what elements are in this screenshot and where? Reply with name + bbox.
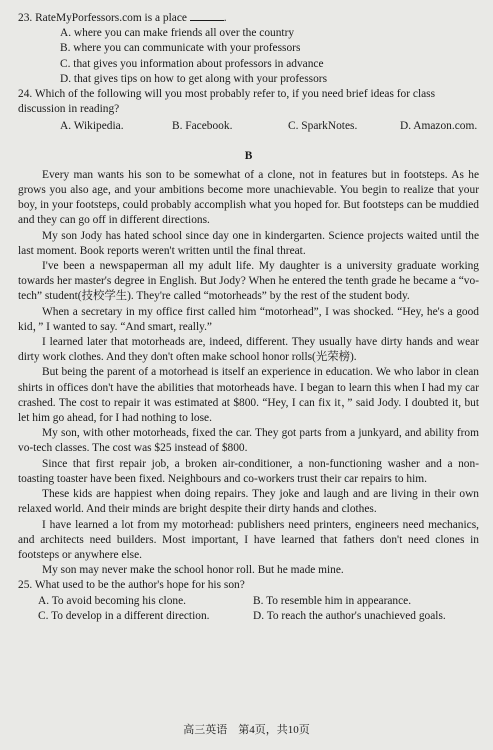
q25-options — [38, 594, 479, 624]
q24-options — [60, 119, 479, 134]
q24-stem-line2: discussion in reading? — [18, 103, 120, 116]
passage-paragraph: I learned later that motorheads are, indeed, different. They usually have dirty hands and wear dirty work clothes. And they don't often make school honor rolls(光荣榜). — [18, 336, 479, 364]
q25-stem: 25. What used to be the author's hope for his son? — [18, 579, 245, 592]
passage-paragraph: But being the parent of a motorhead is itself an experience in education. We who labor in clean shirts in offices don't have the abilities that motorheads have. I began to learn this when I had my car crashed. The cost to repair it was estimated at $800. “Hey, I can fix it，” said Jody. I doubted it, but let him go ahead, for I had nothing to lose. — [18, 366, 479, 425]
q23-option-d: D. that gives tips on how to get along with your professors — [60, 72, 328, 85]
q25-option-a: A. To avoid becoming his clone. — [38, 594, 186, 607]
passage-paragraph: I have learned a lot from my motorhead: publishers need printers, engineers need mechanics, and architects need builders. Most important, I have learned that fathers don't need clones in footsteps or anywhere else. — [18, 518, 479, 561]
passage-paragraph: When a secretary in my office first called him “motorhead”, I was shocked. “Hey, he's a good kid，” I wanted to say. “And smart, really.” — [18, 305, 479, 333]
section-label: B — [244, 149, 253, 162]
q24-stem-line1: 24. Which of the following will you most probably refer to, if you need brief ideas for class — [18, 88, 436, 101]
q23-option-c: C. that gives you information about professors in advance — [60, 57, 324, 70]
q24-option-c: C. SparkNotes. — [288, 120, 358, 133]
q25-option-b: B. To resemble him in appearance. — [253, 594, 412, 607]
q24-option-d: D. Amazon.com. — [400, 120, 478, 133]
passage-paragraph: Since that first repair job, a broken air-conditioner, a non-functioning washer and a non-toasting toaster have been fixed. Neighbours and co-workers trust their car repairs to him. — [18, 457, 479, 485]
passage-paragraph: My son, with other motorheads, fixed the car. They got parts from a junkyard, and ability from vo-tech classes. The cost was $25 instead of $800. — [18, 427, 479, 455]
q25-option-c: C. To develop in a different direction. — [38, 609, 210, 622]
passage-paragraph: I've been a newspaperman all my adult life. My daughter is a university graduate working towards her master's degree in English. But Jody? When he entered the tenth grade he became a “vo-tech” student(技校学生). They're called “motorheads” by the rest of the student body. — [18, 260, 479, 303]
passage-paragraph: These kids are happiest when doing repairs. They joke and laugh and are living in their own relaxed world. And their minds are bright despite their dirty hands and clothes. — [18, 488, 479, 516]
passage-paragraph: Every man wants his son to be somewhat of a clone, not in features but in footsteps. As he grows you also age, and your ambitions become more unachievable. You begin to realize that your boy, in your footsteps, could probably accomplish what you hoped for. But footsteps can be muddied and they can go off in different directions. — [18, 168, 479, 227]
passage-paragraph: My son may never make the school honor roll. But he made mine. — [42, 564, 344, 577]
q23-option-a: A. where you can make friends all over the country — [60, 27, 295, 40]
q24-option-a: A. Wikipedia. — [60, 120, 124, 133]
passage-paragraph: My son Jody has hated school since day one in kindergarten. Science projects waited until the last moment. Book reports weren't written until the final threat. — [18, 229, 479, 257]
q24-option-b: B. Facebook. — [172, 120, 233, 133]
q25-option-d: D. To reach the author's unachieved goals. — [253, 609, 446, 622]
q23-option-b: B. where you can communicate with your professors — [60, 42, 301, 55]
q23-stem: 23. RateMyPorfessors.com is a place . — [18, 12, 227, 24]
page-footer: 高三英语 第4页，共10页 — [183, 724, 310, 736]
answer-blank — [190, 10, 224, 21]
